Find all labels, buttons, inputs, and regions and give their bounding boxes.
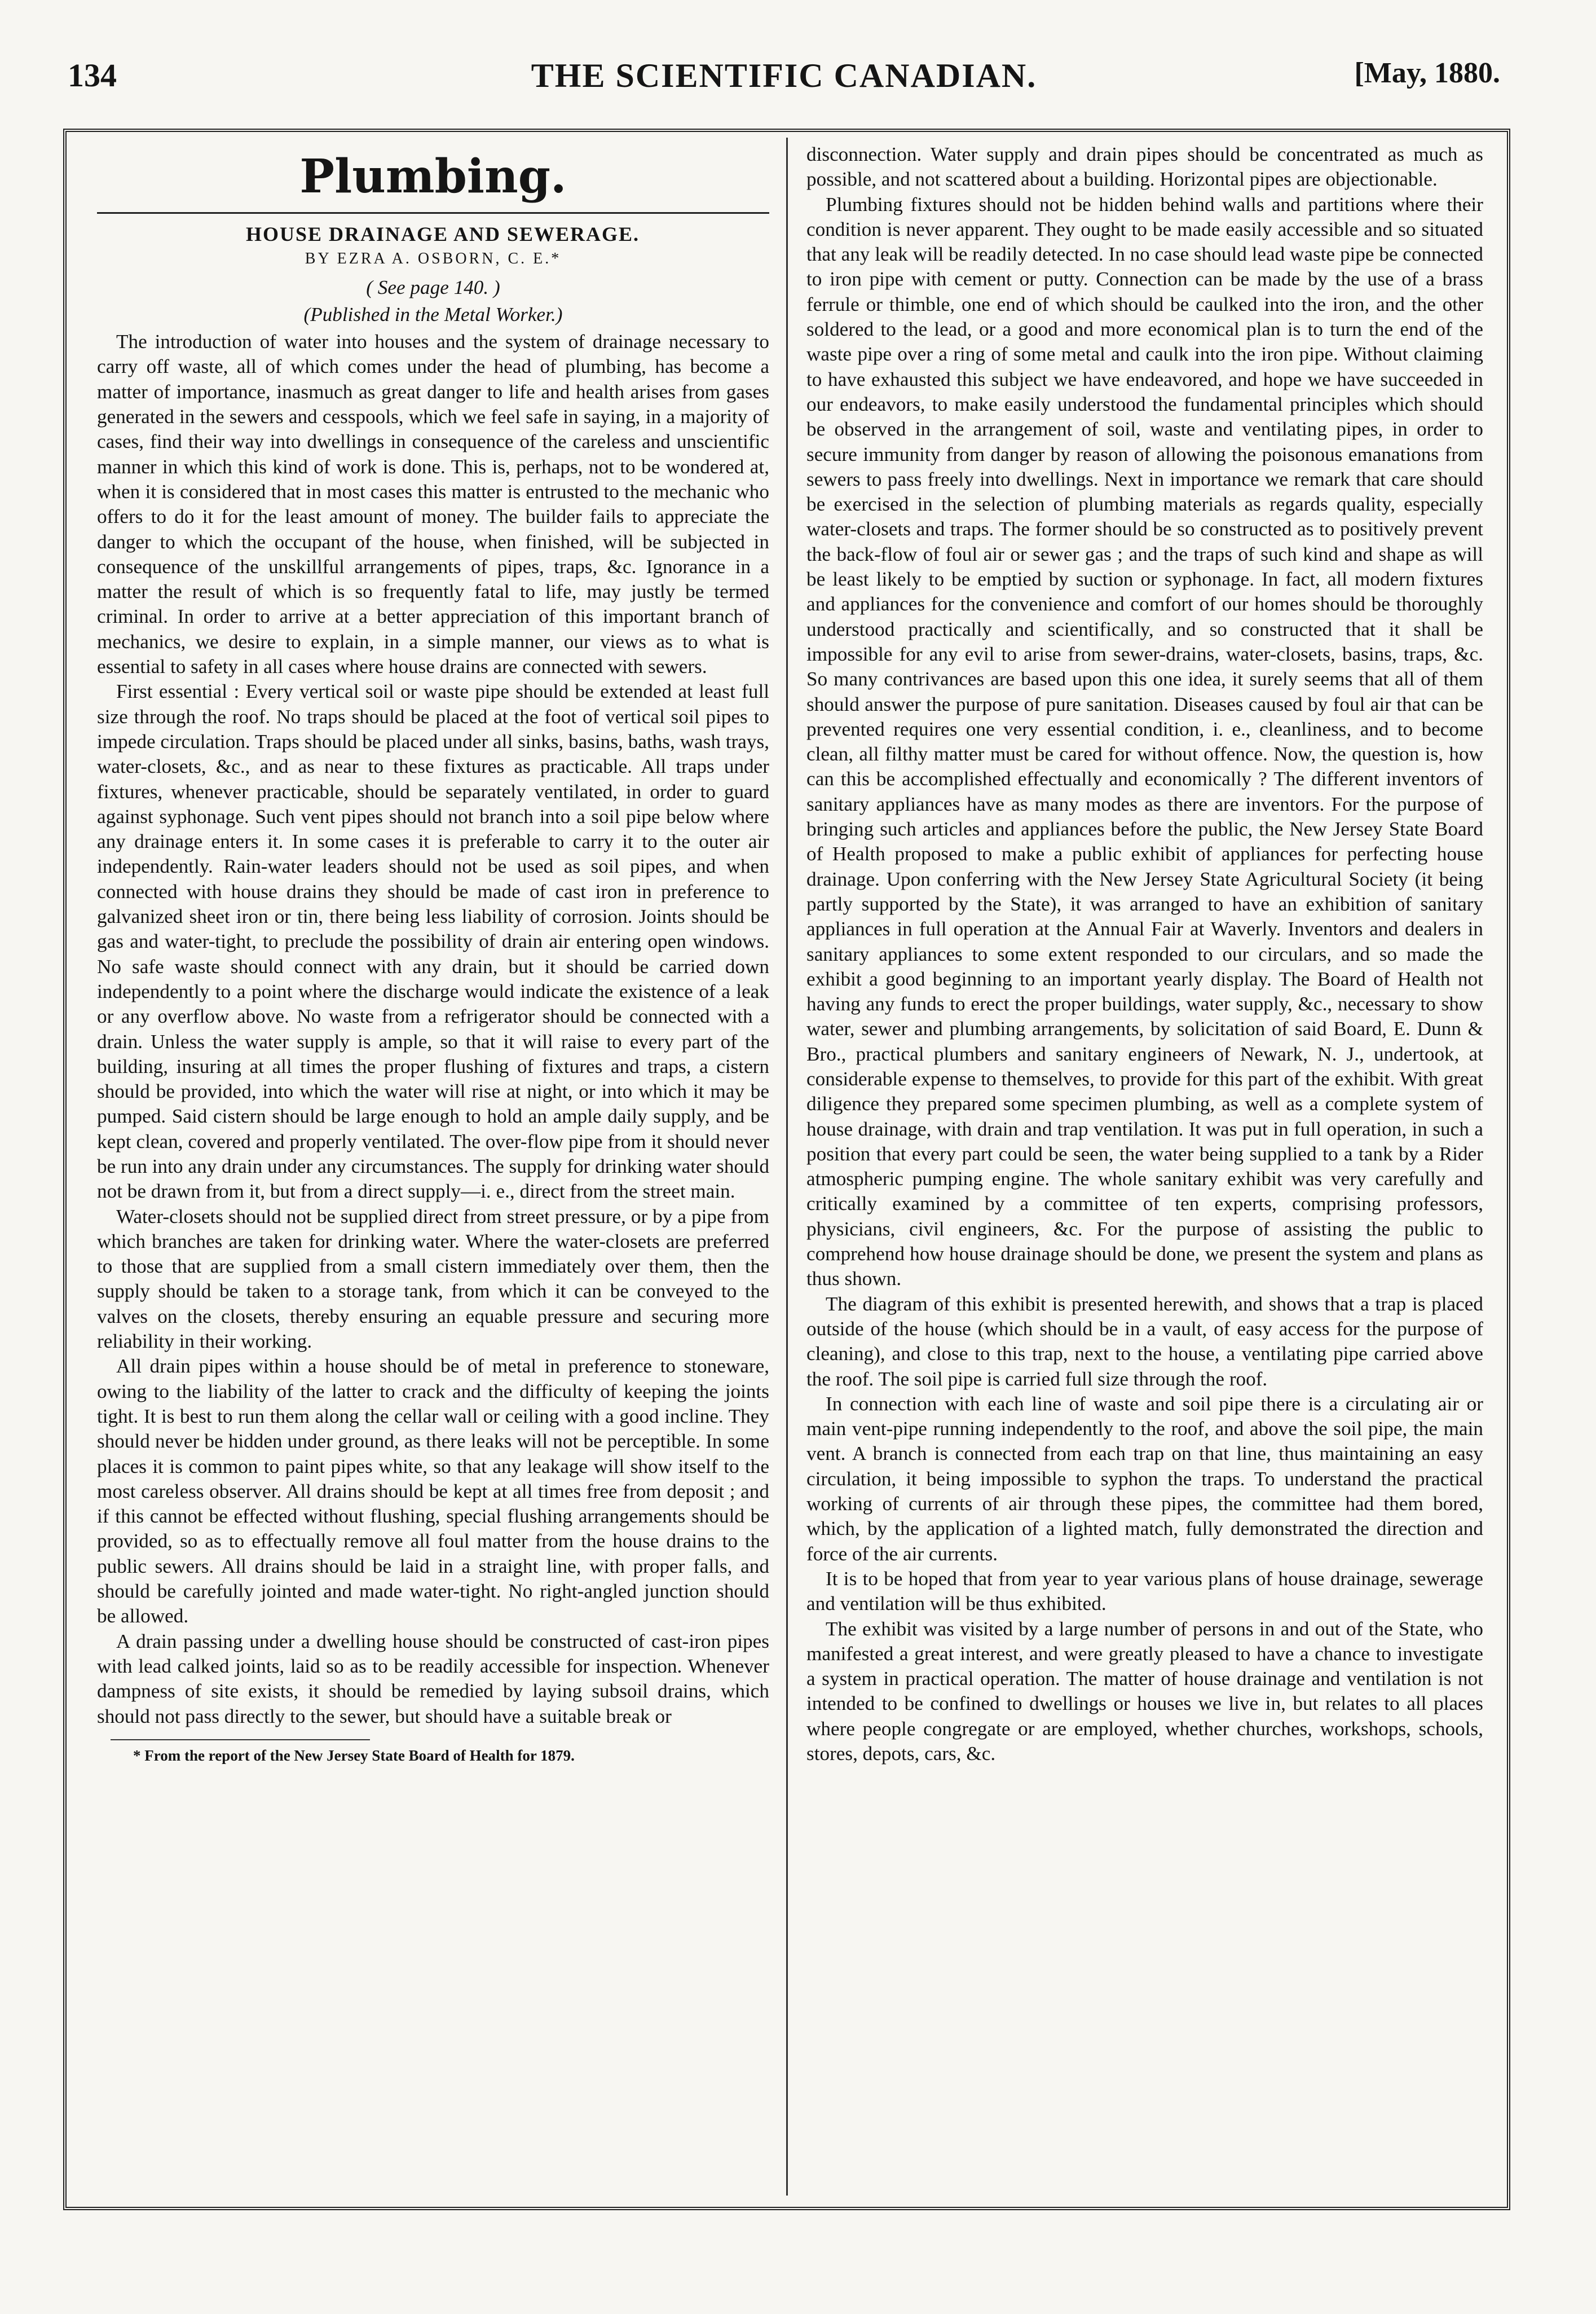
published-note: (Published in the Metal Worker.) — [303, 303, 563, 325]
article-title: HOUSE DRAINAGE AND SEWERAGE. — [245, 223, 640, 245]
page-frame — [63, 129, 1510, 2210]
right-column — [806, 142, 1483, 2184]
column-rule — [786, 138, 788, 2196]
left-column — [97, 142, 769, 2184]
journal-title: THE SCIENTIFIC CANADIAN. — [531, 57, 1037, 94]
right-paragraph-5: It is to be hoped that from year to year various plans of house drainage, sewerage and ventilation will be thus exhibited. — [806, 1567, 1483, 1615]
right-paragraph-2: Plumbing fixtures should not be hidden behind walls and partitions where their condition is never apparent. They ought to be made easily accessible and so situated that any leak will be readily detected. In no case should lead waste pipe be connected to iron pipe with cement or putty. Connection can be made by the use of a brass ferrule or thimble, one end of which should be caulked into the iron, and the other soldered to the lead, or a good and more economical plan is to turn the end of the waste pipe over a ring of some metal and caulk into the iron pipe. Without claiming to have exhausted this subject we have endeavored, and hope we have succeeded in our endeavors, to make easily understood the fundamental principles which should be observed in the arrangement of soil, waste and ventilating pipes, in order to secure immunity from danger by reason of allowing the poisonous emanations from sewers to pass freely into dwellings. Next in importance we remark that care should be exercised in the selection of plumbing materials as regards quality, especially water-closets and traps. The former should be so constructed as to positively prevent the back-flow of foul air or sewer gas ; and the traps of such kind and shape as will be least likely to be emptied by suction or syphonage. In fact, all modern fixtures and appliances for the convenience and comfort of our homes should be thoroughly understood practically and scientifically, and so constructed that it shall be impossible for any evil to arise from sewer-drains, water-closets, basins, traps, &c. So many contrivances are based upon this one idea, it surely seems that all of them should answer the purpose of pure sanitation. Diseases caused by foul air that can be prevented requires one very essential condition, i. e., cleanliness, and to become clean, all filthy matter must be cared for without offence. Now, the question is, how can this be accomplished effectually and economically ? The different inventors of sanitary appliances have as many modes as there are inventors. For the purpose of bringing such articles and appliances before the public, the New Jersey State Board of Health proposed to make a public exhibit of appliances for perfecting house drainage. Upon conferring with the New Jersey State Agricultural Society (it being partly supported by the State), it was arranged to have an exhibition of sanitary appliances in full operation at the Annual Fair at Waverly. Inventors and dealers in sanitary appliances to some extent responded to our circulars, and so made the exhibit a good beginning to an important yearly display. The Board of Health not having any funds to erect the proper buildings, water supply, &c., necessary to show water, sewer and plumbing arrangements, by solicitation of said Board, E. Dunn & Bro., practical plumbers and sanitary engineers of Newark, N. J., undertook, at considerable expense to themselves, to provide for this part of the exhibit. With great diligence they prepared some specimen plumbing, as well as a complete system of house drainage, with drain and trap ventilation. It was put in full operation, in such a position that every part could be seen, the water being supplied to a tank by a Rider atmospheric pumping engine. The whole sanitary exhibit was very carefully and critically examined by a committee of ten experts, comprising professors, physicians, civil engineers, &c. For the purpose of assisting the public to comprehend how house drainage should be done, we present the system and plans as thus shown. — [806, 193, 1483, 1290]
right-paragraph-4: In connection with each line of waste and soil pipe there is a circulating air or main vent-pipe running independently to the roof, and above the soil pipe, the main vent. A branch is connected from each trap on that line, thus maintaining an easy circulation, it being impossible to syphon the traps. To understand the practical working of currents of air through these pipes, the committee had them bored, which, by the application of a lighted match, fully demonstrated the direction and force of the air currents. — [806, 1392, 1483, 1565]
left-paragraph-2: First essential : Every vertical soil or waste pipe should be extended at least full size through the roof. No traps should be placed at the foot of vertical soil pipes to impede circulation. Traps should be placed under all sinks, basins, baths, wash trays, water-closets, &c., and as near to these fixtures as practicable. All traps under fixtures, whenever practicable, should be separately ventilated, in order to guard against syphonage. Such vent pipes should not branch into a soil pipe below where any drainage enters it. In some cases it is preferable to carry it to the outer air independently. Rain-water leaders should not be used as soil pipes, and when connected with house drains they should be made of cast iron in preference to galvanized sheet iron or tin, there being less liability of corrosion. Joints should be gas and water-tight, to preclude the possibility of drain air entering open windows. No safe waste should connect with any drain, but it should be carried down independently to a point where the discharge would indicate the existence of a leak or any overflow above. No waste from a refrigerator should be connected with a drain. Unless the water supply is ample, so that it will raise to every part of the building, insuring at all times the proper flushing of fixtures and traps, a cistern should be provided, into which the water will rise at night, or into which it may be pumped. Said cistern should be large enough to hold an ample daily supply, and be kept clean, covered and properly ventilated. The over-flow pipe from it should never be run into any drain under any circumstances. The supply for drinking water should not be drawn from it, but from a direct supply—i. e., direct from the street main. — [97, 680, 769, 1203]
running-head — [68, 56, 1500, 107]
footnote-separator — [111, 1739, 370, 1740]
footnote: * From the report of the New Jersey State Board of Health for 1879. — [133, 1747, 575, 1764]
left-paragraph-5: A drain passing under a dwelling house should be constructed of cast-iron pipes with lead calked joints, laid so as to be readily accessible for inspection. Whenever dampness of site exists, it should be remedied by laying subsoil drains, which should not pass directly to the sewer, but should have a suitable break or — [97, 1630, 769, 1727]
right-paragraph-3: The diagram of this exhibit is presented herewith, and shows that a trap is placed outside of the house (which should be in a vault, of easy access for the purpose of cleaning), and close to this trap, next to the house, a ventilating pipe carried above the roof. The soil pipe is carried full size through the roof. — [806, 1292, 1483, 1390]
department-title: Plumbing. — [97, 146, 769, 214]
right-paragraph-1: disconnection. Water supply and drain pipes should be concentrated as much as possible, and not scattered about a building. Horizontal pipes are objectionable. — [806, 143, 1483, 191]
left-paragraph-1: The introduction of water into houses and the system of drainage necessary to carry off waste, all of which comes under the head of plumbing, has become a matter of importance, inasmuch as great danger to life and health arises from gases generated in the sewers and cesspools, which we feel safe in saying, in a majority of cases, find their way into dwellings in consequence of the careless and unscientific manner in which this kind of work is done. This is, perhaps, not to be wondered at, when it is considered that in most cases this matter is entrusted to the mechanic who offers to do it for the least amount of money. The builder fails to appreciate the danger to which the occupant of the house, when finished, will be subjected in consequence of the unskillful arrangements of pipes, traps, &c. Ignorance in a matter the result of which is so frequently fatal to life, may justly be termed criminal. In order to arrive at a better appreciation of this important branch of mechanics, we desire to explain, in a simple manner, our views as to what is essential to safety in all cases where house drains are connected with sewers. — [97, 331, 769, 678]
left-paragraph-3: Water-closets should not be supplied direct from street pressure, or by a pipe from which branches are taken for drinking water. Where the water-closets are preferred to those that are supplied from a small cistern immediately over them, then the supply should be taken to a storage tank, from which it can be conveyed to the valves on the closets, thereby ensuring an equable pressure and securing more reliability in their working. — [97, 1205, 769, 1353]
right-paragraph-6: The exhibit was visited by a large number of persons in and out of the State, who manifested a great interest, and were greatly pleased to have a chance to investigate a system in practical operation. The matter of house drainage and ventilation is not intended to be confined to dwellings or houses we live in, but relates to all places where people congregate or are employed, whether churches, workshops, schools, stores, depots, cars, &c. — [806, 1617, 1483, 1765]
left-paragraph-4: All drain pipes within a house should be of metal in preference to stoneware, owing to the liability of the latter to crack and the difficulty of keeping the joints tight. It is best to run them along the cellar wall or ceiling with a good incline. They should never be hidden under ground, as there leaks will not be perceptible. In some places it is common to paint pipes white, so that any leakage will show itself to the most careless observer. All drains should be kept at all times free from deposit ; and if this cannot be effected without flushing, special flushing arrangements should be provided, so as to effectually remove all foul matter from the house drains to the public sewers. All drains should be laid in a straight line, with proper falls, and should be carefully jointed and made water-tight. No right-angled junction should be allowed. — [97, 1355, 769, 1627]
see-page-note: ( See page 140. ) — [366, 276, 500, 298]
article-byline: BY EZRA A. OSBORN, C. E.* — [305, 250, 562, 268]
page-number: 134 — [68, 57, 117, 94]
issue-date: [May, 1880. — [1354, 57, 1500, 89]
